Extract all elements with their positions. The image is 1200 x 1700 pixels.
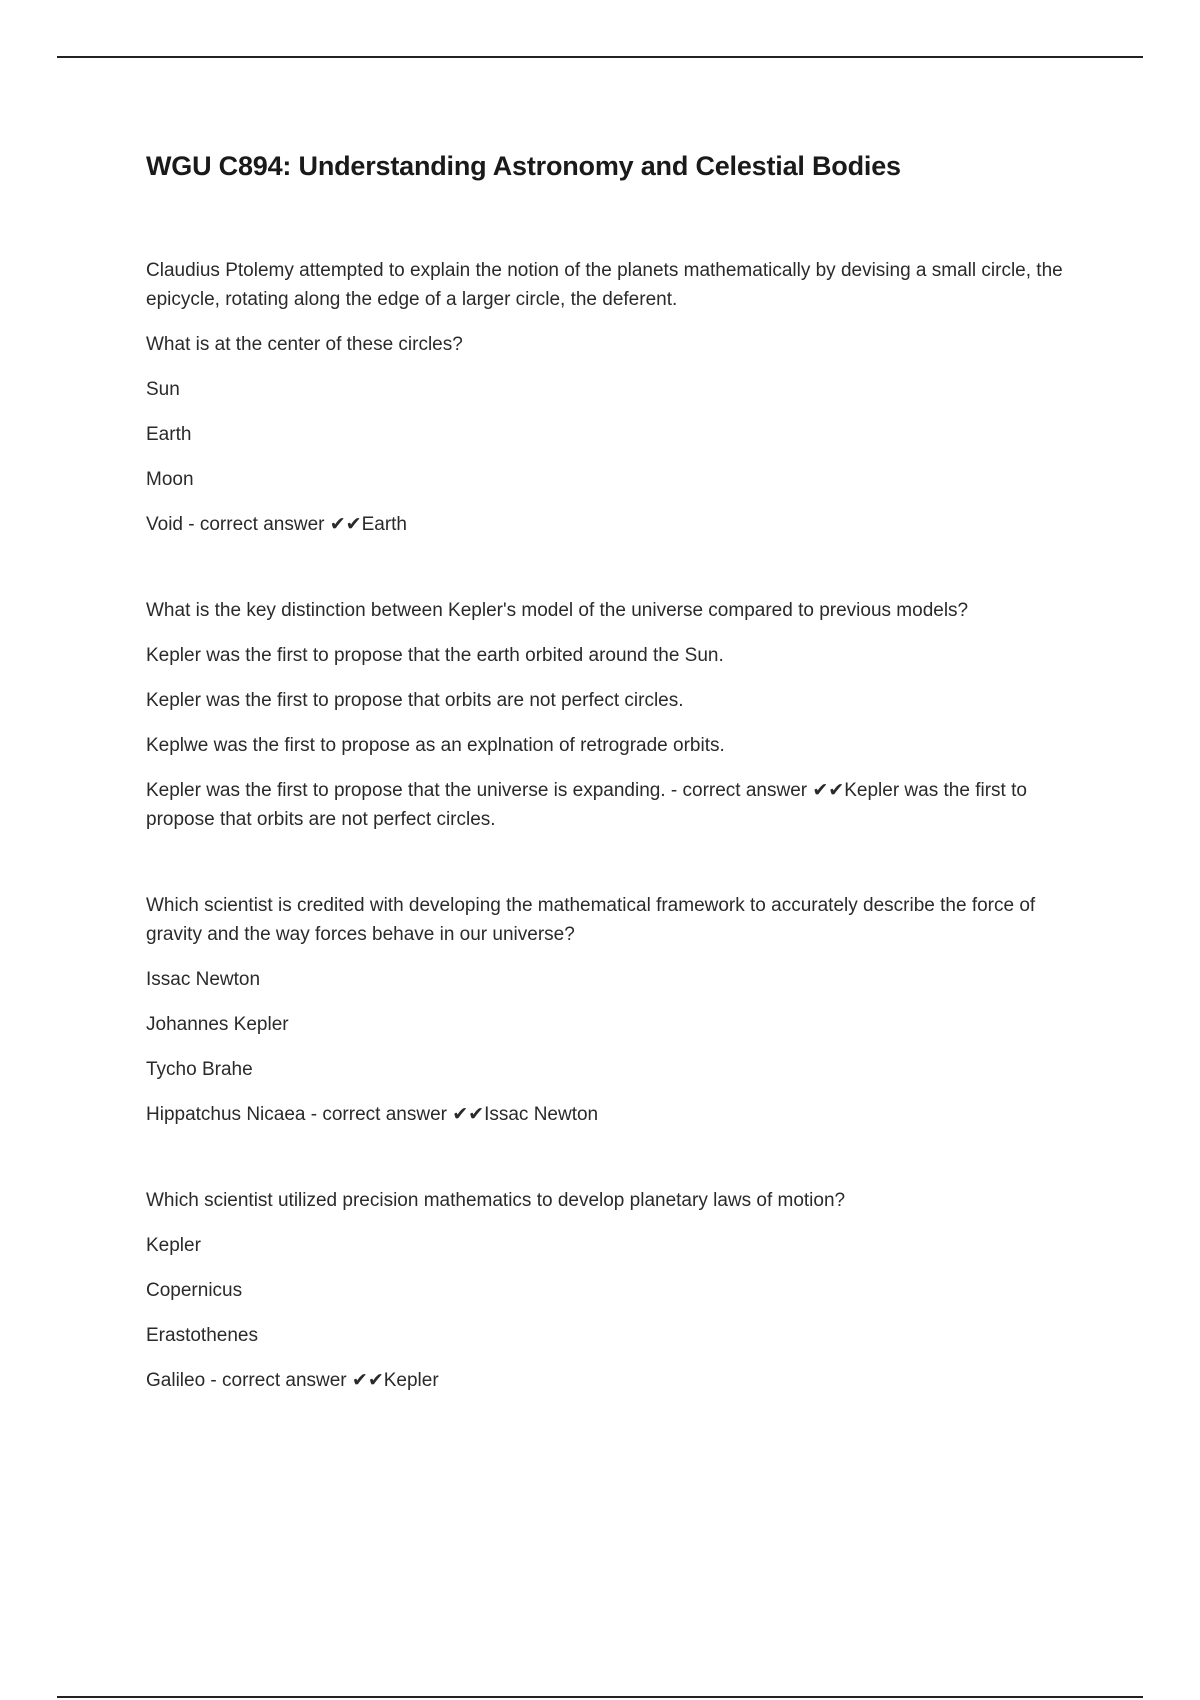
question-1-option-2: Earth <box>146 424 192 445</box>
question-3-option-1: Issac Newton <box>146 969 261 990</box>
document-page <box>146 140 1086 1452</box>
question-1 <box>146 256 1086 539</box>
question-list <box>146 256 1086 1395</box>
question-3-option-2: Johannes Kepler <box>146 1014 289 1035</box>
question-1-text: Claudius Ptolemy attempted to explain the notion of the planets mathematically by devising a small circle, the epicycle, rotating along the edge of a larger circle, the deferent. <box>146 260 1063 310</box>
question-4-text: Which scientist utilized precision mathematics to develop planetary laws of motion? <box>146 1190 846 1211</box>
document-title: WGU C894: Understanding Astronomy and Celestial Bodies <box>146 151 901 181</box>
question-4 <box>146 1186 1086 1395</box>
question-3-option-4-answer: Hippatchus Nicaea - correct answer ✔✔Issac Newton <box>146 1104 599 1125</box>
question-3-text: Which scientist is credited with developing the mathematical framework to accurately describe the force of gravity and the way forces behave in our universe? <box>146 895 1036 945</box>
question-1-option-3: Moon <box>146 469 194 490</box>
question-2-option-1: Kepler was the first to propose that the earth orbited around the Sun. <box>146 645 724 666</box>
question-1-option-4-answer: Void - correct answer ✔✔Earth <box>146 514 407 535</box>
question-3 <box>146 891 1086 1129</box>
question-3-option-3: Tycho Brahe <box>146 1059 253 1080</box>
question-4-option-2: Copernicus <box>146 1280 243 1301</box>
top-divider <box>57 56 1143 58</box>
question-4-option-4-answer: Galileo - correct answer ✔✔Kepler <box>146 1370 439 1391</box>
question-1-option-1: Sun <box>146 379 180 400</box>
question-2-option-4-answer: Kepler was the first to propose that the universe is expanding. - correct answer ✔✔Kepler was the first to propose that orbits are not perfect circles. <box>146 780 1027 830</box>
question-2-option-2: Kepler was the first to propose that orbits are not perfect circles. <box>146 690 684 711</box>
question-2 <box>146 596 1086 834</box>
question-1-prompt: What is at the center of these circles? <box>146 334 463 355</box>
question-2-option-3: Keplwe was the first to propose as an explnation of retrograde orbits. <box>146 735 725 756</box>
question-4-option-3: Erastothenes <box>146 1325 258 1346</box>
question-2-text: What is the key distinction between Kepler's model of the universe compared to previous models? <box>146 600 969 621</box>
question-4-option-1: Kepler <box>146 1235 201 1256</box>
bottom-divider <box>57 1696 1143 1698</box>
